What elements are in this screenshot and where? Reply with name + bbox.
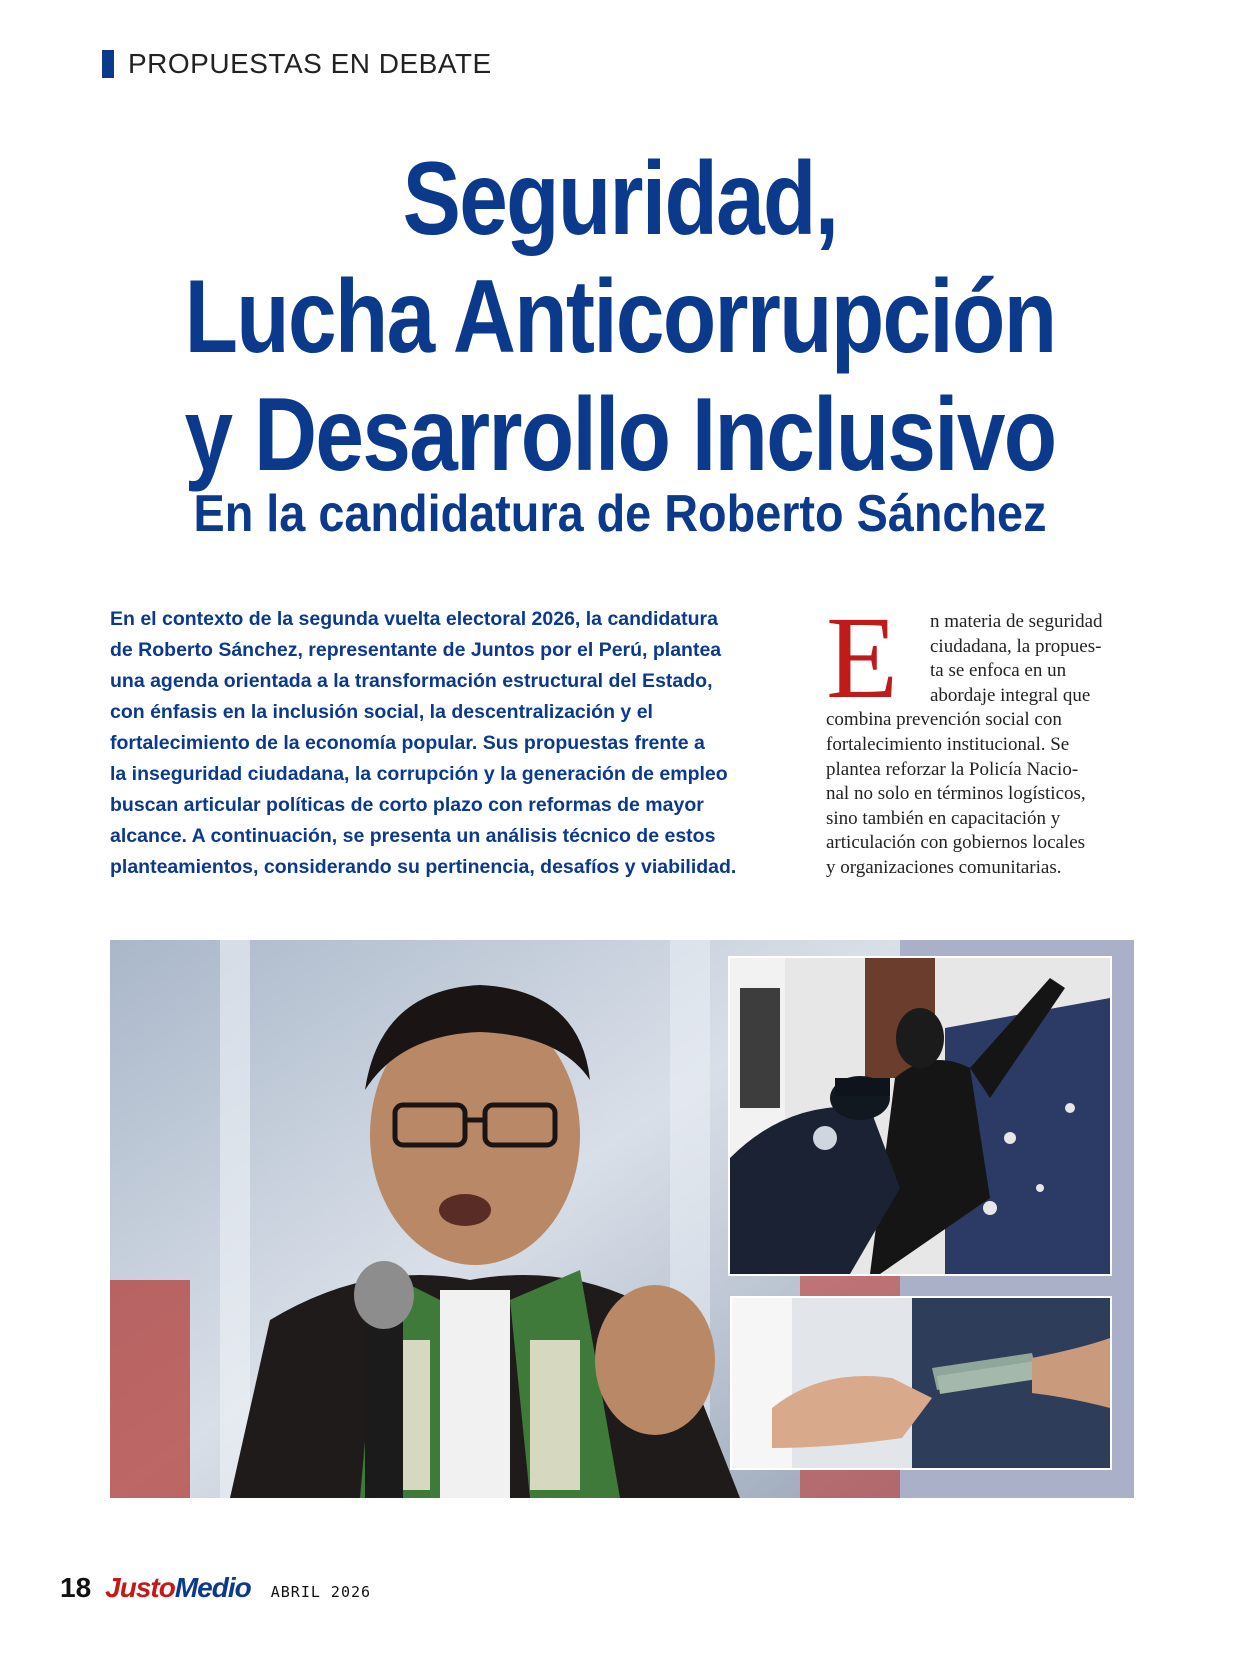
body-line: y organizaciones comunitarias. [826, 856, 1062, 878]
body-line: fortalecimiento institucional. Se [826, 733, 1070, 755]
body-line: ciudadana, la propues- [930, 635, 1102, 657]
lead-line: alcance. A continuación, se presenta un análisis técnico de estos [110, 825, 716, 847]
headline-line-1: Seguridad, [402, 141, 838, 257]
body-line: articulación con gobiernos locales [826, 832, 1086, 854]
logo-part-justo: Justo [105, 1572, 175, 1603]
section-label: PROPUESTAS EN DEBATE [128, 48, 492, 79]
lead-line: planteamientos, considerando su pertinencia, desafíos y viabilidad. [110, 856, 737, 878]
drop-cap: E [826, 592, 899, 723]
headline-line-3: y Desarrollo Inclusivo [184, 377, 1056, 493]
body-line: sino también en capacitación y [826, 807, 1061, 829]
headline-line-2: Lucha Anticorrupción [184, 259, 1056, 375]
lead-line: En el contexto de la segunda vuelta electoral 2026, la candidatura [110, 608, 718, 630]
lead-line: una agenda orientada a la transformación estructural del Estado, [110, 670, 713, 692]
police-illustration [730, 958, 1110, 1274]
subheadline: En la candidatura de Roberto Sánchez [193, 485, 1047, 543]
body-line: combina prevención social con [826, 709, 1062, 731]
lead-line: fortalecimiento de la economía popular. Sus propuestas frente a [110, 732, 705, 754]
headline [60, 140, 1180, 494]
lead-line: la inseguridad ciudadana, la corrupción y la generación de empleo [110, 763, 728, 785]
logo-part-medio: Medio [174, 1572, 251, 1603]
page-number: 18 [60, 1572, 92, 1603]
body-line: n materia de seguridad [930, 611, 1103, 632]
police-photo [728, 956, 1112, 1276]
body-line: ta se enfoca en un [930, 660, 1067, 682]
money-illustration [732, 1298, 1110, 1468]
lead-line: buscan articular políticas de corto plazo con reformas de mayor [110, 794, 704, 816]
magazine-logo [105, 1572, 251, 1604]
section-tag [102, 48, 492, 80]
body-line: abordaje integral que [930, 684, 1091, 706]
body-column [826, 592, 1144, 881]
section-bar-marker [102, 50, 114, 78]
lead-paragraph [110, 604, 760, 883]
lead-line: de Roberto Sánchez, representante de Juntos por el Perú, plantea [110, 639, 722, 661]
body-line: plantea reforzar la Policía Nacio- [826, 758, 1079, 780]
page-footer [60, 1572, 371, 1604]
money-photo [730, 1296, 1112, 1470]
lead-line: con énfasis en la inclusión social, la descentralización y el [110, 701, 653, 723]
issue-date: ABRIL 2026 [270, 1583, 372, 1601]
body-line: nal no solo en términos logísticos, [826, 783, 1086, 805]
